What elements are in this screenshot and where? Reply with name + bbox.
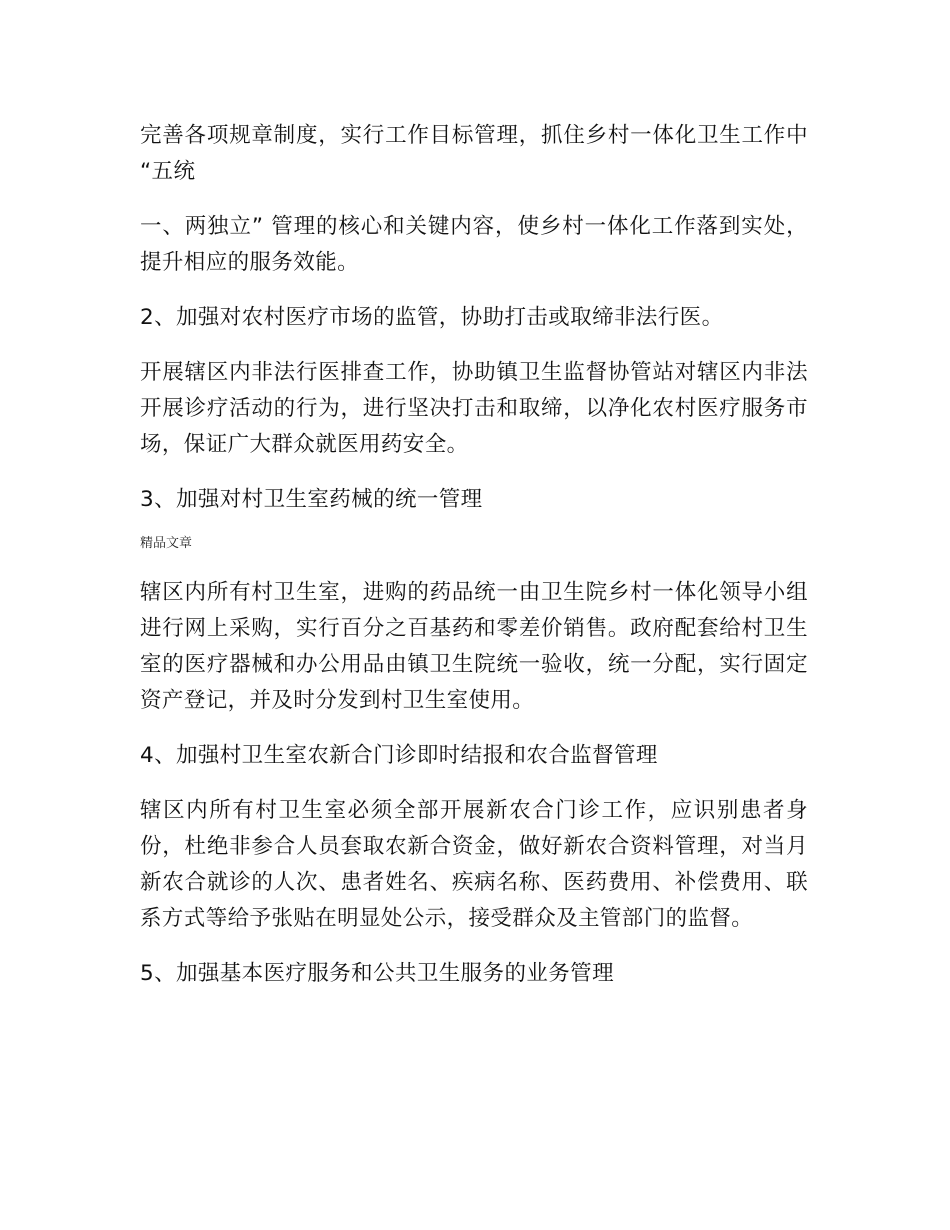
paragraph-item-2-body: 开展辖区内非法行医排查工作，协助镇卫生监督协管站对辖区内非法开展诊疗活动的行为，进行坚决打击和取缔，以净化农村医疗服务市场，保证广大群众就医用药安全。: [140, 360, 808, 457]
paragraph-item-3-body: 辖区内所有村卫生室，进购的药品统一由卫生院乡村一体化领导小组进行网上采购，实行百分之百基药和零差价销售。政府配套给村卫生室的医疗器械和办公用品由镇卫生院统一验收，统一分配，实行固定资产登记，并及时分发到村卫生室使用。: [140, 580, 808, 713]
heading-item-2: 2、加强对农村医疗市场的监管，协助打击或取缔非法行医。: [140, 305, 724, 330]
document-body: [140, 118, 808, 1011]
paragraph-item-4-body: 辖区内所有村卫生室必须全部开展新农合门诊工作，应识别患者身份，杜绝非参合人员套取农新合资金，做好新农合资料管理，对当月新农合就诊的人次、患者姓名、疾病名称、医药费用、补偿费用、联系方式等给予张贴在明显处公示，接受群众及主管部门的监督。: [140, 798, 808, 931]
paragraph-intro-1: 完善各项规章制度，实行工作目标管理，抓住乡村一体化卫生工作中 “五统: [140, 123, 808, 184]
heading-item-3: 3、加强对村卫生室药械的统一管理: [140, 487, 483, 512]
paragraph-intro-2: 一、两独立” 管理的核心和关键内容，使乡村一体化工作落到实处，提升相应的服务效能。: [140, 214, 808, 275]
watermark-note: 精品文章: [140, 536, 193, 551]
heading-item-5: 5、加强基本医疗服务和公共卫生服务的业务管理: [140, 961, 614, 986]
heading-item-4: 4、加强村卫生室农新合门诊即时结报和农合监督管理: [140, 743, 658, 768]
